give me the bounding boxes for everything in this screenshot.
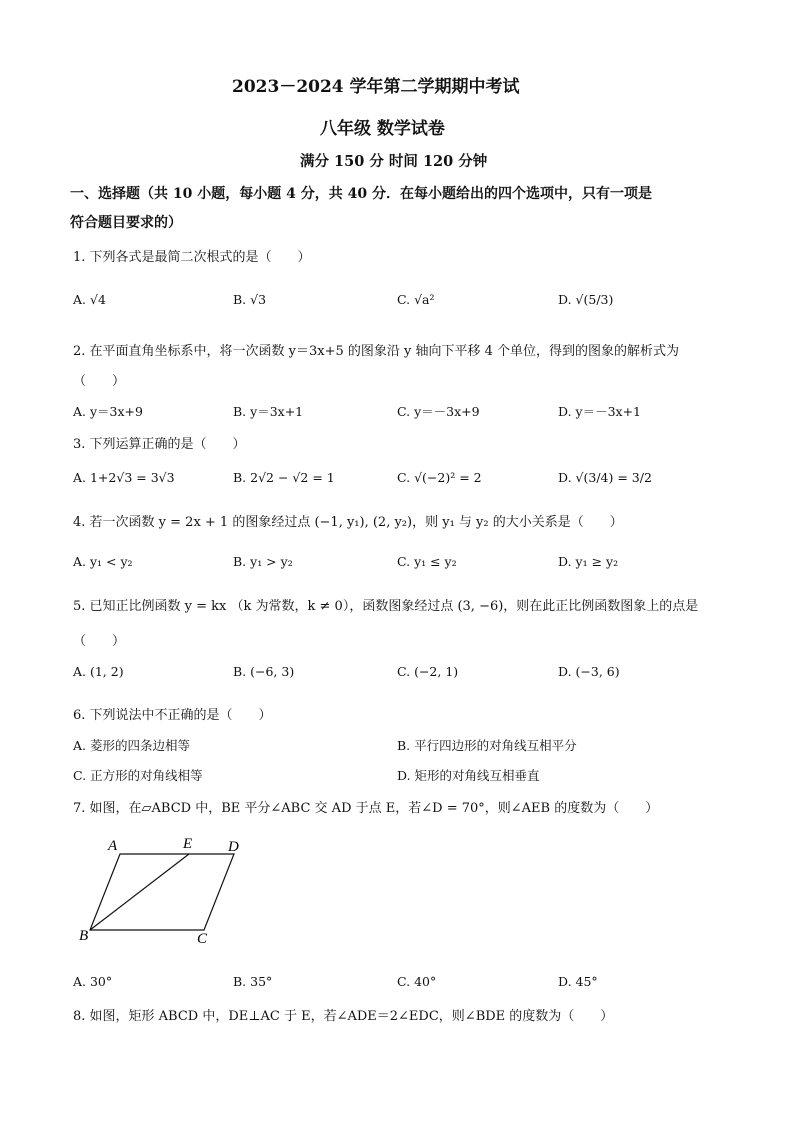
question-6-option-c: C. 正方形的对角线相等: [73, 768, 203, 783]
label-d: D: [228, 839, 239, 855]
question-3-option-a: A. 1+2√3 = 3√3: [73, 470, 175, 485]
question-8-stem: 8. 如图，矩形 ABCD 中，DE⊥AC 于 E，若∠ADE＝2∠EDC，则∠BDE 的度数为（ ）: [73, 1009, 614, 1024]
question-6-option-b: B. 平行四边形的对角线互相平分: [397, 738, 577, 753]
question-3-stem: 3. 下列运算正确的是（ ）: [73, 437, 246, 452]
question-1-option-a: A. √4: [73, 292, 106, 307]
label-a: A: [108, 838, 118, 854]
question-3-option-d: D. √(3/4) = 3/2: [558, 470, 652, 485]
label-c: C: [197, 931, 208, 947]
label-b: B: [79, 928, 89, 944]
parallelogram-figure: [70, 830, 270, 955]
question-3-option-b: B. 2√2 − √2 = 1: [233, 470, 335, 485]
question-6-option-d: D. 矩形的对角线互相垂直: [397, 768, 540, 783]
question-5-stem-line1: 5. 已知正比例函数 y = kx （k 为常数，k ≠ 0），函数图象经过点 (3, −6)，则在此正比例函数图象上的点是: [73, 599, 699, 614]
question-6-option-a: A. 菱形的四条边相等: [73, 738, 190, 753]
question-4-option-a: A. y₁ < y₂: [73, 554, 133, 569]
parallelogram-abcd: [90, 854, 234, 930]
question-5-option-b: B. (−6, 3): [233, 664, 295, 679]
question-6-stem: 6. 下列说法中不正确的是（ ）: [73, 708, 272, 723]
question-2-stem-line2: （ ）: [73, 374, 126, 389]
question-7-option-a: A. 30°: [73, 974, 113, 989]
question-2-option-a: A. y＝3x+9: [73, 404, 143, 419]
section-heading-line1: 一、选择题（共 10 小题，每小题 4 分，共 40 分．在每小题给出的四个选项中，只有一项是: [70, 186, 652, 202]
exam-subtitle: 八年级 数学试卷: [320, 119, 445, 139]
question-2-option-b: B. y＝3x+1: [233, 404, 304, 419]
question-5-option-d: D. (−3, 6): [558, 664, 620, 679]
question-4-stem: 4. 若一次函数 y = 2x + 1 的图象经过点 (−1, y₁), (2, y₂)，则 y₁ 与 y₂ 的大小关系是（ ）: [73, 515, 623, 530]
question-4-option-c: C. y₁ ≤ y₂: [397, 554, 457, 569]
section-heading-line2: 符合题目要求的）: [70, 215, 182, 231]
question-1-option-b: B. √3: [233, 292, 267, 307]
question-1-option-d: D. √(5/3): [558, 292, 614, 307]
question-7-option-b: B. 35°: [233, 974, 273, 989]
question-2-option-c: C. y＝－3x+9: [397, 404, 480, 419]
question-5-option-c: C. (−2, 1): [397, 664, 459, 679]
exam-title: 2023－2024 学年第二学期期中考试: [232, 77, 520, 97]
question-7-stem: 7. 如图，在▱ABCD 中，BE 平分∠ABC 交 AD 于点 E，若∠D = 70°，则∠AEB 的度数为（ ）: [73, 801, 659, 816]
question-1-option-c: C. √a²: [397, 292, 435, 307]
question-2-stem-line1: 2. 在平面直角坐标系中，将一次函数 y＝3x+5 的图象沿 y 轴向下平移 4 个单位，得到的图象的解析式为: [73, 344, 680, 359]
question-4-option-d: D. y₁ ≥ y₂: [558, 554, 619, 569]
question-5-stem-line2: （ ）: [73, 634, 126, 649]
question-5-option-a: A. (1, 2): [73, 664, 124, 679]
score-time: 满分 150 分 时间 120 分钟: [300, 153, 488, 170]
question-3-option-c: C. √(−2)² = 2: [397, 470, 482, 485]
question-7-option-d: D. 45°: [558, 974, 598, 989]
question-4-option-b: B. y₁ > y₂: [233, 554, 293, 569]
label-e: E: [183, 836, 193, 852]
question-2-option-d: D. y＝－3x+1: [558, 404, 642, 419]
question-1-stem: 1. 下列各式是最简二次根式的是（ ）: [73, 250, 311, 265]
question-7-option-c: C. 40°: [397, 974, 437, 989]
